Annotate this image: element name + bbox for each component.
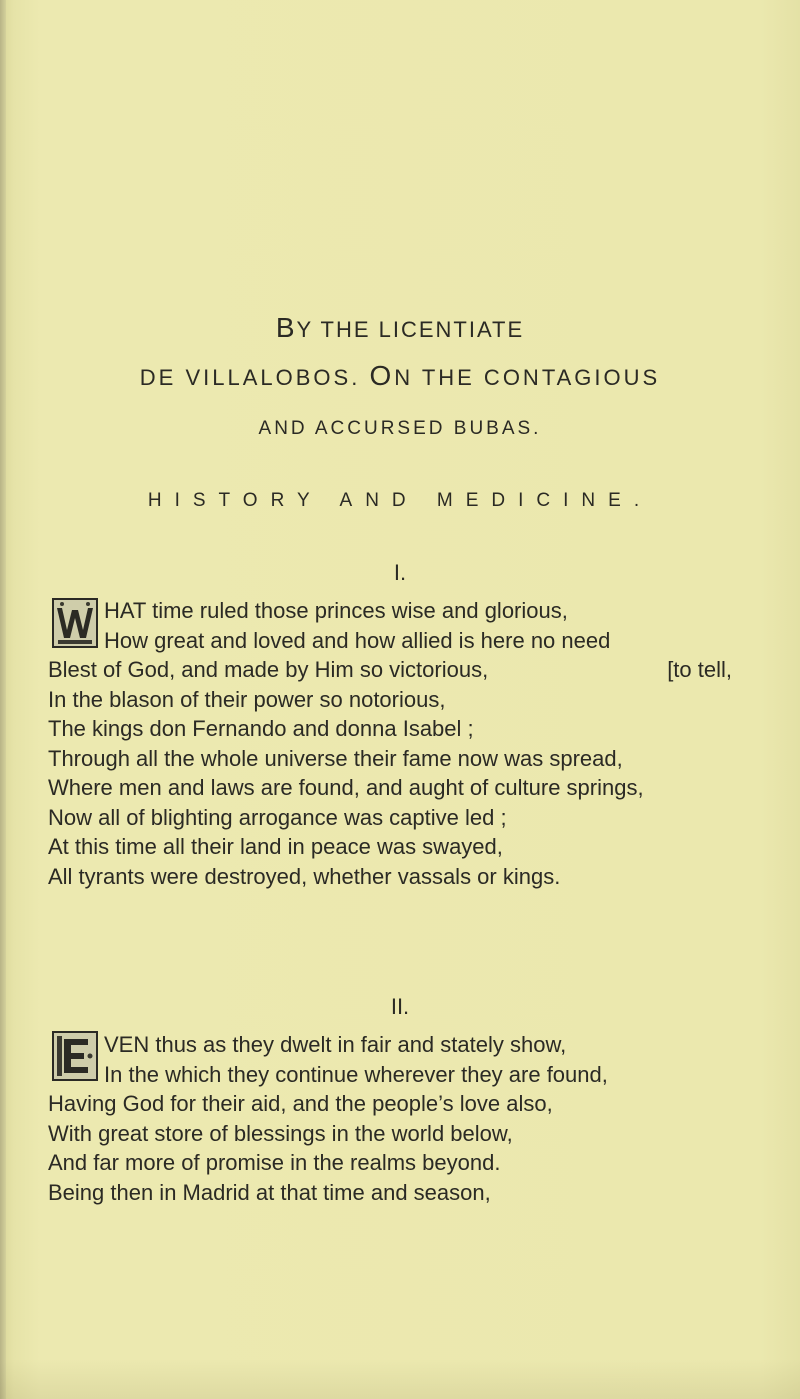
- page-bottom-shade: [0, 1359, 800, 1399]
- verse-line: All tyrants were destroyed, whether vassals or kings.: [48, 863, 561, 889]
- section-number-2: II.: [390, 994, 410, 1019]
- verse-line: How great and loved and how allied is here no need: [104, 627, 611, 653]
- page-spine-shadow: [0, 0, 6, 1399]
- verse-line: And far more of promise in the realms beyond.: [48, 1150, 501, 1175]
- heading-line-1-text: Y THE LICENTIATE: [296, 317, 525, 342]
- heading-subtitle: HISTORY AND MEDICINE.: [147, 490, 653, 511]
- heading-initial-o: O: [369, 360, 395, 391]
- verse-line: Where men and laws are found, and aught of culture springs,: [48, 775, 644, 800]
- verse-line: In the blason of their power so notorious,: [48, 686, 446, 712]
- verse-line: In the which they continue wherever they are found,: [104, 1061, 608, 1087]
- heading-line-2-text: N THE CONTAGIOUS: [394, 365, 661, 390]
- section-number-1: I.: [393, 560, 407, 585]
- verse-line: VEN thus as they dwelt in fair and stately show,: [104, 1032, 567, 1057]
- verse-line: Blest of God, and made by Him so victorious,: [48, 657, 489, 682]
- verse-line: Being then in Madrid at that time and season,: [48, 1179, 491, 1205]
- heading-line-2: [0, 360, 800, 392]
- verse-line: HAT time ruled those princes wise and glorious,: [104, 598, 568, 623]
- stanza-1: [48, 596, 768, 891]
- verse-line-with-carry: [48, 655, 732, 685]
- stanza-2: [48, 1030, 768, 1207]
- heading-initial-b: B: [275, 312, 297, 343]
- verse-carryover: [to tell,: [667, 657, 732, 682]
- heading-line-3: AND ACCURSED BUBAS.: [258, 418, 542, 439]
- verse-line: Now all of blighting arrogance was captive led ;: [48, 804, 507, 830]
- verse-line: The kings don Fernando and donna Isabel ;: [48, 716, 474, 741]
- verse-line: With great store of blessings in the world below,: [48, 1120, 513, 1146]
- heading-line-1: [0, 312, 800, 344]
- verse-line: Having God for their aid, and the people’s love also,: [48, 1091, 553, 1116]
- heading-line-2-pre: DE VILLALOBOS.: [139, 365, 370, 390]
- verse-line: At this time all their land in peace was swayed,: [48, 834, 503, 859]
- verse-line: Through all the whole universe their fame now was spread,: [48, 745, 623, 771]
